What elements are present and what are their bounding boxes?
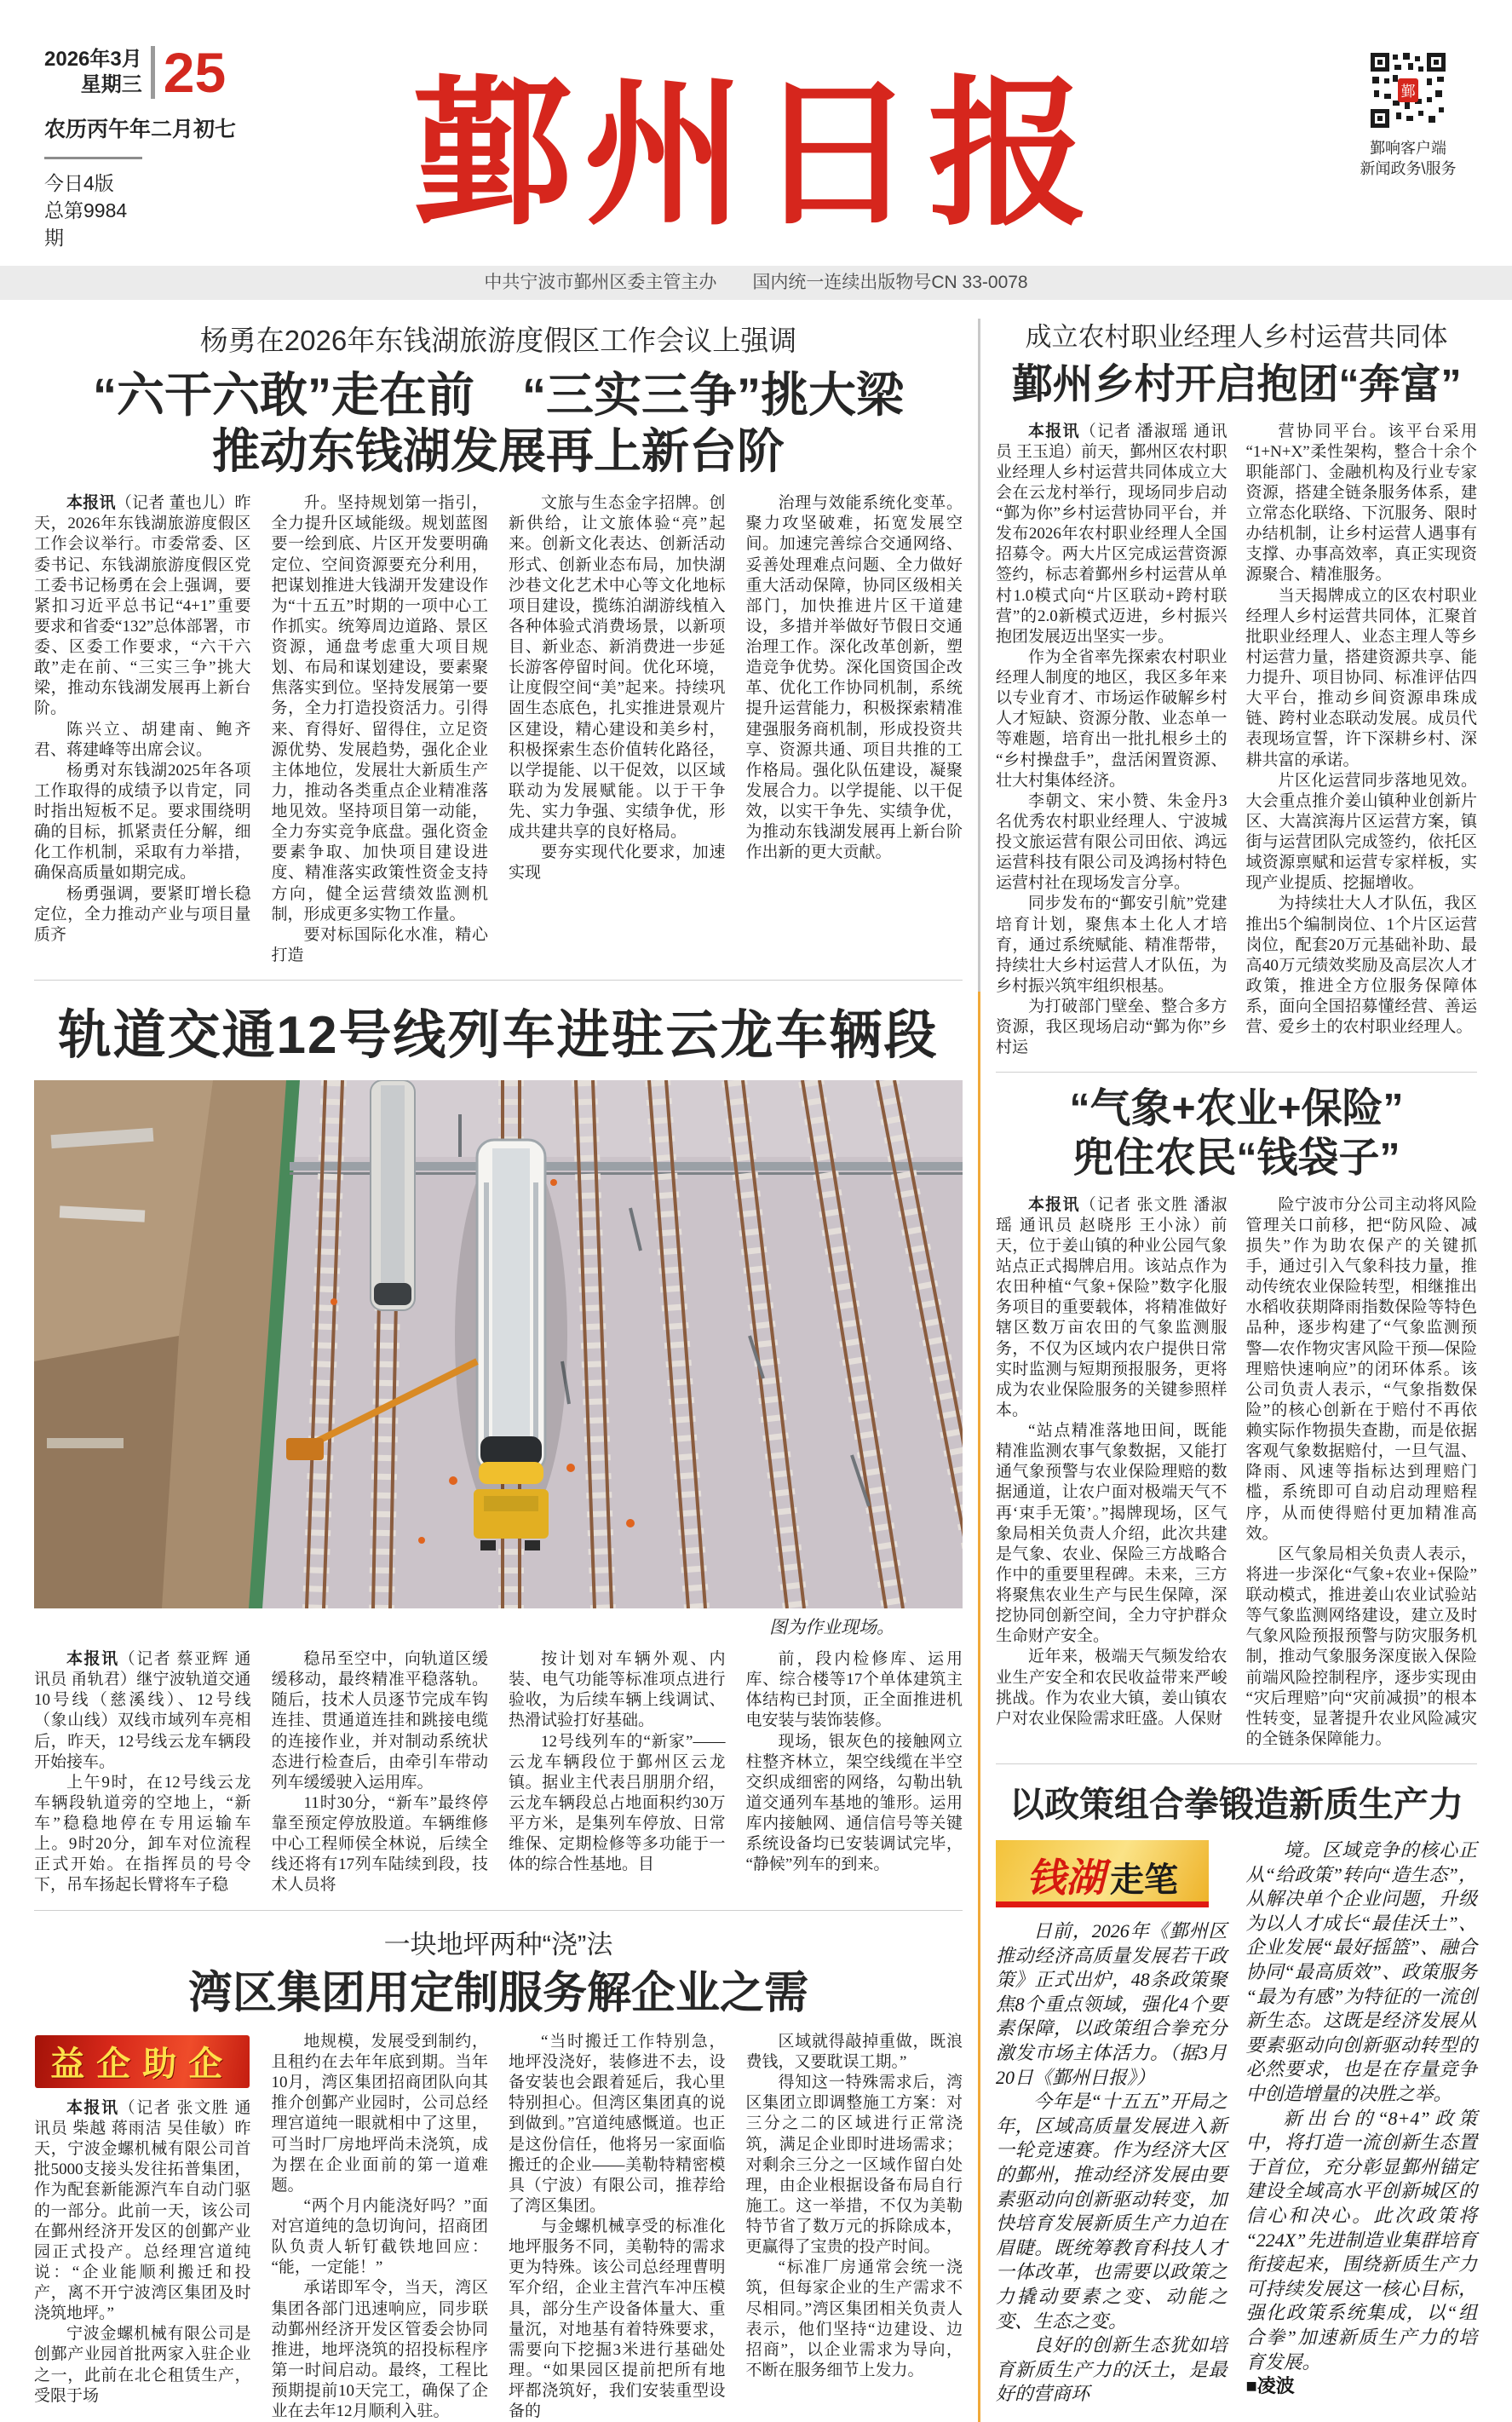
main-kicker: 杨勇在2026年东钱湖旅游度假区工作会议上强调 <box>199 325 797 356</box>
section-divider <box>996 1763 1477 1764</box>
rural-col-1: 本报讯（记者 潘淑瑶 通讯员 王玉追）前天，鄞州区农村职业经理人乡村运营共同体成立大会在云龙村举行，现场同步启动“鄞为你”乡村运营协同平台，并发布2026年农村职业经理人全国招募令。两大片区完成运营资源签约，标志着鄞州乡村运营从单村1.0模式向“片区联动+跨村联营”的2.0新模式迈进，乡村振兴抱团发展迈出坚实一步。 作为全省率先探索农村职业经理人制度的地区，我区多年来以专业育才、市场运作破解乡村人才短缺、资源分散、业态单一等难题，培育出一批扎根乡土的“乡村操盘手”，盘活闲置资源、壮大村集体经济。 李朝文、宋小赞、朱金丹3名优秀农村职业经理人、宁波城投文旅运营有限公司田依、鸿远运营科技有限公司及鸿扬村特色运营村社在现场发言分享。 同步发布的“鄞安引航”党建培育计划，聚焦本土化人才培育，通过系统赋能、精准帮带，持续壮大乡村运营人才队伍，为乡村振兴筑牢组织根基。 为打破部门壁垒、整合多方资源，我区现场启动“鄞为你”乡村运 <box>996 422 1227 1057</box>
essay-author: ■凌波 <box>1245 2375 1295 2397</box>
weather-body <box>996 1195 1477 1750</box>
bayarea-body <box>34 2032 963 2422</box>
badge-zoubi: 走笔 <box>1110 1861 1178 1900</box>
weather-col-2: 险宁波市分公司主动将风险管理关口前移，把“防风险、减损失”作为助农保产的关键抓手，通过引入气象科技力量，推动传统农业保险转型，相继推出水稻收获期降雨指数保险等特色品种，逐步构建了“气象监测预警—农作物灾害风险干预—保险理赔快速响应”的闭环体系。该公司负责人表示，“气象指数保险”的核心创新在于赔付不再依赖实际作物损失查勘，而是依据客观气象数据赔付，一旦气温、降雨、风速等指标达到理赔门槛，系统即可自动启动理赔程序，从而使得赔付更加精准高效。 区气象局相关负责人表示，将进一步深化“气象+农业+保险”联动模式，推进姜山农业试验站等气象监测网络建设，建立及时气象风险预报预警与防灾服务机制，推动气象服务深度嵌入保险前端风险控制程序，逐步实现由“灾后理赔”向“灾前减损”的根本性转变，显著提升农业风险减灾的全链条保障能力。 <box>1245 1195 1477 1748</box>
main-headline-line2: 推动东钱湖发展再上新台阶 <box>212 424 785 479</box>
metro-col-1: 本报讯（记者 蔡亚辉 通讯员 甬轨君）继宁波轨道交通10号线（慈溪线）、12号线（象山线）双线市域列车亮相后，昨天，12号线云龙车辆段开始接车。 上午9时，在12号线云龙车辆段轨道旁的空地上，“新车”稳稳地停在专用运输车上。9时20分，卸车对位流程正式开始。在指挥员的号令下，吊车扬起长臂将车子稳 <box>34 1650 251 1895</box>
badge-qianhu: 钱湖 <box>1026 1855 1105 1901</box>
qianhu-zoubi-badge <box>996 1840 1209 1907</box>
qr-center-glyph: 鄞 <box>1400 83 1416 101</box>
metro-body <box>34 1649 963 1896</box>
rural-kicker: 成立农村职业经理人乡村运营共同体 <box>1025 322 1448 352</box>
right-section <box>996 314 1477 2422</box>
rural-col-2: 营协同平台。该平台采用“1+N+X”柔性架构，整合十余个职能部门、金融机构及行业专家资源，搭建全链条服务体系，建立常态化联络、下沉服务、限时办结机制，让乡村运营人遇事有支撑、办事高效率，真正实现资源聚合、精准服务。 当天揭牌成立的区农村职业经理人乡村运营共同体，汇聚首批职业经理人、业态主理人等乡村运营力量，搭建资源共享、能力提升、项目协同、标准评估四大平台，推动乡间资源串珠成链、跨村业态联动发展。成员代表现场宣誓，许下深耕乡村、深耕共富的承诺。 片区化运营同步落地见效。大会重点推介姜山镇种业创新片区、大嵩滨海片区运营方案，镇街与运营团队完成签约，依托区域资源禀赋和运营专家样板，实现产业提质、挖掘增收。 为持续壮大人才队伍，我区推出5个编制岗位、1个片区运营岗位，配套20万元基础补助、最高40万元绩效奖励及高层次人才政策，推进全方位服务保障体系，面向全国招募懂经营、善运营、爱乡土的农村职业经理人。 <box>1245 422 1477 1037</box>
main-col-2: 升。坚持规划第一指引，全力提升区域能级。规划蓝图要一绘到底、片区开发要明确定位、空间资源要充分利用，把谋划推进大钱湖开发建设作为“十五五”时期的一项中心工作抓实。统筹周边道路、景区资源，通盘考虑重大项目规划、布局和谋划建设，要素聚焦落实到位。坚持发展第一要务，全力打造投资活力。引得来、育得好、留得住，立足资源优势、发展趋势，强化企业主体地位，发展壮大新质生产力，推动各类重点企业精准落地见效。坚持项目第一动能，全力夯实竞争底盘。强化资金要素争取、加快项目建设进度、精准落实政策性资金支持方向，健全运营绩效监测机制，形成更多实物工作量。 要对标国际化水准，精心打造 <box>271 494 488 964</box>
weather-headline-line2: 兜住农民“钱袋子” <box>1072 1136 1400 1182</box>
masthead-header <box>0 0 1512 266</box>
column-divider <box>978 319 980 2422</box>
essay-col-1: 钱湖 走笔 日前，2026年《鄞州区推动经济高质量发展若干政策》正式出炉，48条政策聚焦8个重点领域，强化4个要素保障，以政策组合拳充分激发市场主体活力。（据3月20日《鄞州日报》） 今年是“十五五”开局之年，区域高质量发展进入新一轮竞速赛。作为经济大区的鄞州，推动经济发展由要素驱动向创新驱动转变，加快培育发展新质生产力迫在眉睫。既统筹教育科技人才一体改革，也需要以政策之力撬动要素之变、动能之变、生态之变。 良好的创新生态犹如培育新质生产力的沃土，是最好的营商环 <box>996 1838 1227 2407</box>
lunar-date: 农历丙午年二月初七 <box>44 118 237 141</box>
newspaper-title: 鄞州日报 <box>411 60 1101 248</box>
metro-col-3: 按计划对车辆外观、内装、电气功能等标准项点进行验收，为后续车辆上线调试、热滑试验打好基础。 12号线列车的“新家”——云龙车辆段位于鄞州区云龙镇。据业主代表吕朋朋介绍，云龙车辆段总占地面积约30万平方米，是集列车停放、日常维保、定期检修等多功能于一体的综合性基地。目 <box>509 1650 726 1874</box>
bayarea-headline: 湾区集团用定制服务解企业之需 <box>187 1968 808 2018</box>
bayarea-col-1: 益企助企 本报讯（记者 张文胜 通讯员 柴越 蒋雨洁 吴佳敏）昨天，宁波金螺机械有限公司首批5000支接头发往拓普集团，作为配套新能源汽车自动门驱的一部分。此前一天，该公司在鄞州经济开发区的创鄞产业园正式投产。总经理宫道纯说：“企业能顺利搬迁和投产，离不开宁波湾区集团及时浇筑地坪。” 宁波金螺机械有限公司是创鄞产业园首批两家入驻企业之一，此前在北仑租赁生产，受限于场 <box>34 2032 251 2422</box>
main-body <box>34 493 963 966</box>
main-headline-line1: “六干六敢”走在前 “三实三争”挑大梁 <box>93 368 904 422</box>
article-weather-insurance <box>996 1084 1477 1750</box>
left-section <box>34 314 963 2422</box>
weather-headline-line1: “气象+农业+保险” <box>1069 1086 1404 1132</box>
qr-code <box>1367 49 1449 131</box>
policy-headline: 以政策组合拳锻造新质生产力 <box>1009 1785 1463 1825</box>
essay-col-2: 境。区域竞争的核心正从“给政策”转向“造生态”，从解决单个企业问题，升级为以人才成长“最佳沃土”、企业发展“最好摇篮”、融合协同“最高质效”、政策服务“最为有感”为特征的一流创新生态。这既是经济发展从要素驱动向创新驱动转型的必然要求，也是在存量竞争中创造增量的决胜之举。 新出台的“8+4”政策中，将打造一流创新生态置于首位，充分彰显鄞州锚定建设全域高水平创新城区的信心和决心。此次政策将“224X”先进制造业集群培育衔接起来，围绕新质生产力可持续发展这一核心目标，强化政策系统集成，以“组合拳”加速新质生产力的培育发展。 ■凌波 <box>1246 1838 1478 2407</box>
rural-body <box>996 422 1477 1059</box>
photo-caption: 图为作业现场。 <box>769 1617 894 1638</box>
section-divider <box>34 980 963 981</box>
edition-issue: 总第9984期 <box>44 199 128 250</box>
main-col-1: 本报讯（记者 董也儿）昨天，2026年东钱湖旅游度假区工作会议举行。市委常委、区委书记、东钱湖旅游度假区党工委书记杨勇在会上强调，要紧扣习近平总书记“4+1”重要要求和省委“132”总体部署，市委、区委工作要求，“六干六敢”走在前、“三实三争”挑大梁，推动东钱湖发展再上新台阶。 陈兴立、胡建南、鲍齐君、蒋建峰等出席会议。 杨勇对东钱湖2025年各项工作取得的成绩予以肯定，同时指出短板不足。要求围绕明确的目标，抓紧责任分解，细化工作机制，采取有力举措，确保高质量如期完成。 杨勇强调，要紧盯增长稳定位，全力推动产业与项目量质齐 <box>34 494 251 944</box>
date-month: 2026年3月 <box>44 48 142 71</box>
publisher-bar: 中共宁波市鄞州区委主管主办 国内统一连续出版物号CN 33-0078 <box>0 266 1512 300</box>
article-essay <box>996 1776 1477 2407</box>
depot-photo <box>34 1080 963 1608</box>
weather-col-1: 本报讯（记者 张文胜 潘淑瑶 通讯员 赵晓彤 王小泳）前天，位于姜山镇的种业公园气象站点正式揭牌启用。该站点作为农田种植“气象+保险”数字化服务项目的重要载体，将精准做好辖区数万亩农田的气象监测服务，不仅为区域内农户提供日常实时监测与短期预报服务，更将成为农业保险服务的关键参照样本。 “站点精准落地田间，既能精准监测农事气象数据，又能打通气象预警与农业保险理赔的数据通道，让农户面对极端天气不再‘束手无策’。”揭牌现场，区气象局相关负责人介绍，此次共建是气象、农业、保险三方战略合作中的重要里程碑。未来，三方将聚焦农业生产与民生保障，深挖协同创新空间，全力守护群众生命财产安全。 近年来，极端天气频发给农业生产安全和农民收益带来严峻挑战。作为农业大镇，姜山镇农户对农业保险需求旺盛。人保财 <box>996 1195 1227 1728</box>
article-metro <box>34 992 963 1896</box>
essay-body <box>996 1838 1477 2407</box>
article-rural <box>996 315 1477 1058</box>
main-col-4: 治理与效能系统化变革。聚力攻坚破难，拓宽发展空间。加速完善综合交通网络、妥善处理难点问题、全力做好重大活动保障，协同区级相关部门，加快推进片区干道建设，多措并举做好节假日交通治理工作。深化改革创新，塑造竞争优势。深化国资国企改革、优化工作协同机制，系统提升运营能力，积极探索精准建强服务商机制，形成投资共享、资源共通、项目共推的工作格局。强化队伍建设，凝聚发展合力。以学提能、以干促效，以实干争先、实绩争优，为推动东钱湖发展再上新台阶作出新的更大贡献。 <box>745 494 963 862</box>
qr-caption-app: 鄞响客户端 <box>1370 140 1446 157</box>
main-col-3: 文旅与生态金字招牌。创新供给，让文旅体验“亮”起来。创新文化表达、创新活动形式、创新业态布局，加快湖沙巷文化艺术中心等文化地标项目建设，揽练泊湖游线植入各种体验式消费场景，以新项目、新业态、新消费进一步延长游客停留时间。优化环境，让度假空间“美”起来。持续巩固生态底色，扎实推进景观片区建设，精心建设和美乡村，积极探索生态价值转化路径，以学提能、以干促效，以区域联动为发展赋能。以于干争先、实力争强、实绩争优，形成共建共享的良好格局。 要夯实现代化要求，加速实现 <box>509 494 726 883</box>
bayarea-col-3: “当时搬迁工作特别急，地坪没浇好，装修进不去，设备安装也会跟着延后，我心里特别担心。但湾区集团真的说到做到。”宫道纯感慨道。也正是这份信任，他将另一家面临搬迁的企业——美勒特精密模具（宁波）有限公司，推荐给了湾区集团。 与金螺机械享受的标准化地坪服务不同，美勒特的需求更为特殊。该公司总经理曹明军介绍，企业主营汽车冲压模具，部分生产设备体量大、重量沉，对地基有着特殊要求，需要向下挖掘3米进行基础处理。“如果园区提前把所有地坪都浇筑好，我们安装重型设备的 <box>509 2032 726 2421</box>
yiqi-zhuqi-badge: 益企助企 <box>35 2035 250 2088</box>
qr-caption-services: 新闻政务\服务 <box>1360 160 1457 178</box>
article-bayarea <box>34 1923 963 2422</box>
edition-pages: 今日4版 <box>44 172 114 194</box>
section-divider <box>34 1910 963 1911</box>
metro-col-2: 稳吊至空中，向轨道区缓缓移动，最终精准平稳落轨。随后，技术人员逐节完成车钩连挂、贯通道连挂和跳接电缆的连接作业，并对制动系统状态进行检查后，由牵引车带动列车缓缓驶入运用库。 11时30分，“新车”最终停靠至预定停放股道。车辆维修中心工程师侯全林说，后续全线还将有17列车陆续到段，技术人员将 <box>271 1650 488 1895</box>
metro-col-4: 前，段内检修库、运用库、综合楼等17个单体建筑主体结构已封顶，正全面推进机电安装与装饰装修。 现场，银灰色的接触网立柱整齐林立，架空线缆在半空交织成细密的网络，勾勒出轨道交通列车基地的雏形。运用库内接触网、通信信号等关键系统设备均已安装调试完毕，“静候”列车的到来。 <box>745 1650 963 1874</box>
bayarea-col-4: 区域就得敲掉重做，既浪费钱，又要耽误工期。” 得知这一特殊需求后，湾区集团立即调整施工方案：对三分之二的区域进行正常浇筑，满足企业即时进场需求；对剩余三分之一区域作留白处理，由企业根据设备布局自行施工。这一举措，不仅为美勒特节省了数万元的拆除成本，更赢得了宝贵的投产时间。 “标准厂房通常会统一浇筑，但每家企业的生产需求不尽相同。”湾区集团相关负责人表示，他们坚持“边建设、边招商”，以企业需求为导向，不断在服务细节上发力。 <box>745 2032 963 2379</box>
qr-block <box>1357 49 1459 180</box>
bayarea-col-2: 地规模，发展受到制约，且租约在去年年底到期。当年10月，湾区集团招商团队向其推介创鄞产业园时，公司总经理宫道纯一眼就相中了这里，可当时厂房地坪尚未浇筑，成为摆在企业面前的第一道难题。 “两个月内能浇好吗？”面对宫道纯的急切询问，招商团队负责人斩钉截铁地回应：“能，一定能！” 承诺即军令，当天，湾区集团各部门迅速响应，同步联动鄞州经济开发区管委会协同推进，地坪浇筑的招投标程序第一时间启动。最终，工程比预期提前10天完工，确保了企业在去年12月顺利入驻。 <box>271 2032 488 2421</box>
bayarea-kicker: 一块地坪两种“浇”法 <box>383 1929 613 1959</box>
date-weekday: 星期三 <box>80 73 142 96</box>
metro-headline: 轨道交通12号线列车进驻云龙车辆段 <box>58 1006 939 1066</box>
rural-headline: 鄞州乡村开启抱团“奔富” <box>1011 362 1462 407</box>
article-main <box>34 319 963 966</box>
section-divider <box>996 1072 1477 1073</box>
date-day: 25 <box>163 41 227 104</box>
